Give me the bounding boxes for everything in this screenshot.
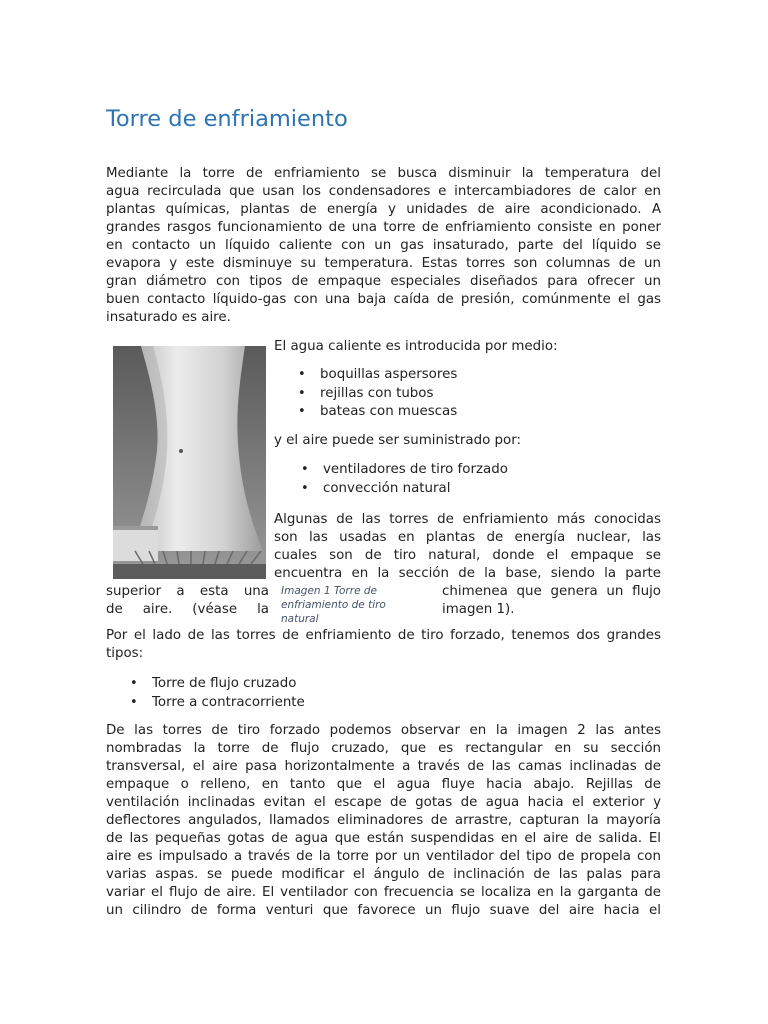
text-line: plantas químicas, plantas de energía y unidades de aire acondicionado. A xyxy=(106,202,661,217)
list-item xyxy=(301,461,508,480)
page-title: Torre de enfriamiento xyxy=(106,106,348,132)
bullet-icon: • xyxy=(298,404,306,419)
list-item-label: convección natural xyxy=(323,480,451,496)
hot-water-methods-list xyxy=(298,366,458,422)
text-line: encuentra en la sección de la base, siendo la parte xyxy=(274,566,661,581)
list-item xyxy=(130,675,305,694)
text-line: variar el flujo de aire. El ventilador con frecuencia se localiza en la garganta de xyxy=(106,885,661,900)
text-line: nombradas la torre de flujo cruzado, que es rectangular en su sección xyxy=(106,741,661,756)
text-line: agua recirculada que usan los condensadores e intercambiadores de calor en xyxy=(106,184,661,199)
text-line: chimenea que genera un flujo xyxy=(442,584,661,599)
caption-line: enfriamiento de tiro xyxy=(281,599,386,611)
text-line: de las pequeñas gotas de agua que están suspendidas en el aire de salida. El xyxy=(106,831,661,846)
list-item xyxy=(298,403,458,422)
list-item xyxy=(298,366,458,385)
caption-line: natural xyxy=(281,613,319,625)
text-line: insaturado es aire. xyxy=(106,310,231,325)
text-line: empaque o relleno, en tanto que el agua fluye hacia abajo. Rejillas de xyxy=(106,777,661,792)
text-line: transversal, el aire pasa horizontalmente a través de las camas inclinadas de xyxy=(106,759,661,774)
list-item-label: ventiladores de tiro forzado xyxy=(323,462,508,477)
text-line: son las usadas en plantas de energía nuclear, las xyxy=(274,530,661,545)
list-item-label: rejillas con tubos xyxy=(320,385,434,401)
text-line: imagen 1). xyxy=(442,602,515,617)
text-line: De las torres de tiro forzado podemos observar en la imagen 2 las antes xyxy=(106,723,661,738)
air-methods-list xyxy=(301,461,508,498)
hot-water-intro: El agua caliente es introducida por medio: xyxy=(274,339,558,354)
air-intro: y el aire puede ser suministrado por: xyxy=(274,433,522,448)
text-line: un cilindro de forma venturi que favorece un flujo suave del aire hacia el xyxy=(106,903,661,918)
text-line: gran diámetro con tipos de empaque especiales diseñados para ofrecer un xyxy=(106,274,661,289)
text-line: tipos: xyxy=(106,646,144,661)
list-item-label: Torre a contracorriente xyxy=(152,694,305,710)
list-item xyxy=(301,480,508,499)
text-line: en contacto un líquido caliente con un gas insaturado, parte del líquido se xyxy=(106,238,661,253)
text-line: Mediante la torre de enfriamiento se busca disminuir la temperatura del xyxy=(106,166,661,181)
cooling-tower-photo xyxy=(113,346,266,579)
bullet-icon: • xyxy=(301,480,309,496)
text-line: Algunas de las torres de enfriamiento más conocidas xyxy=(274,512,661,527)
text-line: superior a esta una xyxy=(106,584,269,599)
text-line: Por el lado de las torres de enfriamiento de tiro forzado, tenemos dos grandes xyxy=(106,628,661,643)
bullet-icon: • xyxy=(130,676,138,691)
text-line: deflectores angulados, llamados eliminadores de arrastre, capturan la mayoría xyxy=(106,813,661,828)
bullet-icon: • xyxy=(301,462,309,477)
text-line: evapora y este disminuye su temperatura. Estas torres son columnas de un xyxy=(106,256,661,271)
text-line: ventilación inclinadas evitan el escape de gotas de agua hacia el exterior y xyxy=(106,795,661,810)
text-line: grandes rasgos funcionamiento de una torre de enfriamiento consiste en poner xyxy=(106,220,661,235)
list-item-label: bateas con muescas xyxy=(320,404,458,419)
text-line: varias aspas. se puede modificar el ángulo de inclinación de las palas para xyxy=(106,867,661,882)
text-line: cuales son de tiro natural, donde el empaque se xyxy=(274,548,661,563)
caption-line: Imagen 1 Torre de xyxy=(281,585,377,597)
bullet-icon: • xyxy=(298,367,306,382)
forced-types-list xyxy=(130,675,305,712)
bullet-icon: • xyxy=(298,385,306,401)
list-item-label: Torre de flujo cruzado xyxy=(152,676,297,691)
list-item-label: boquillas aspersores xyxy=(320,367,458,382)
text-line: buen contacto líquido-gas con una baja caída de presión, comúnmente el gas xyxy=(106,292,661,307)
image-caption xyxy=(281,584,421,626)
list-item xyxy=(298,385,457,404)
text-line: de aire. (véase la xyxy=(106,602,269,617)
bullet-icon: • xyxy=(130,694,138,710)
list-item xyxy=(130,694,305,713)
text-line: aire es impulsado a través de la torre por un ventilador del tipo de propela con xyxy=(106,849,661,864)
